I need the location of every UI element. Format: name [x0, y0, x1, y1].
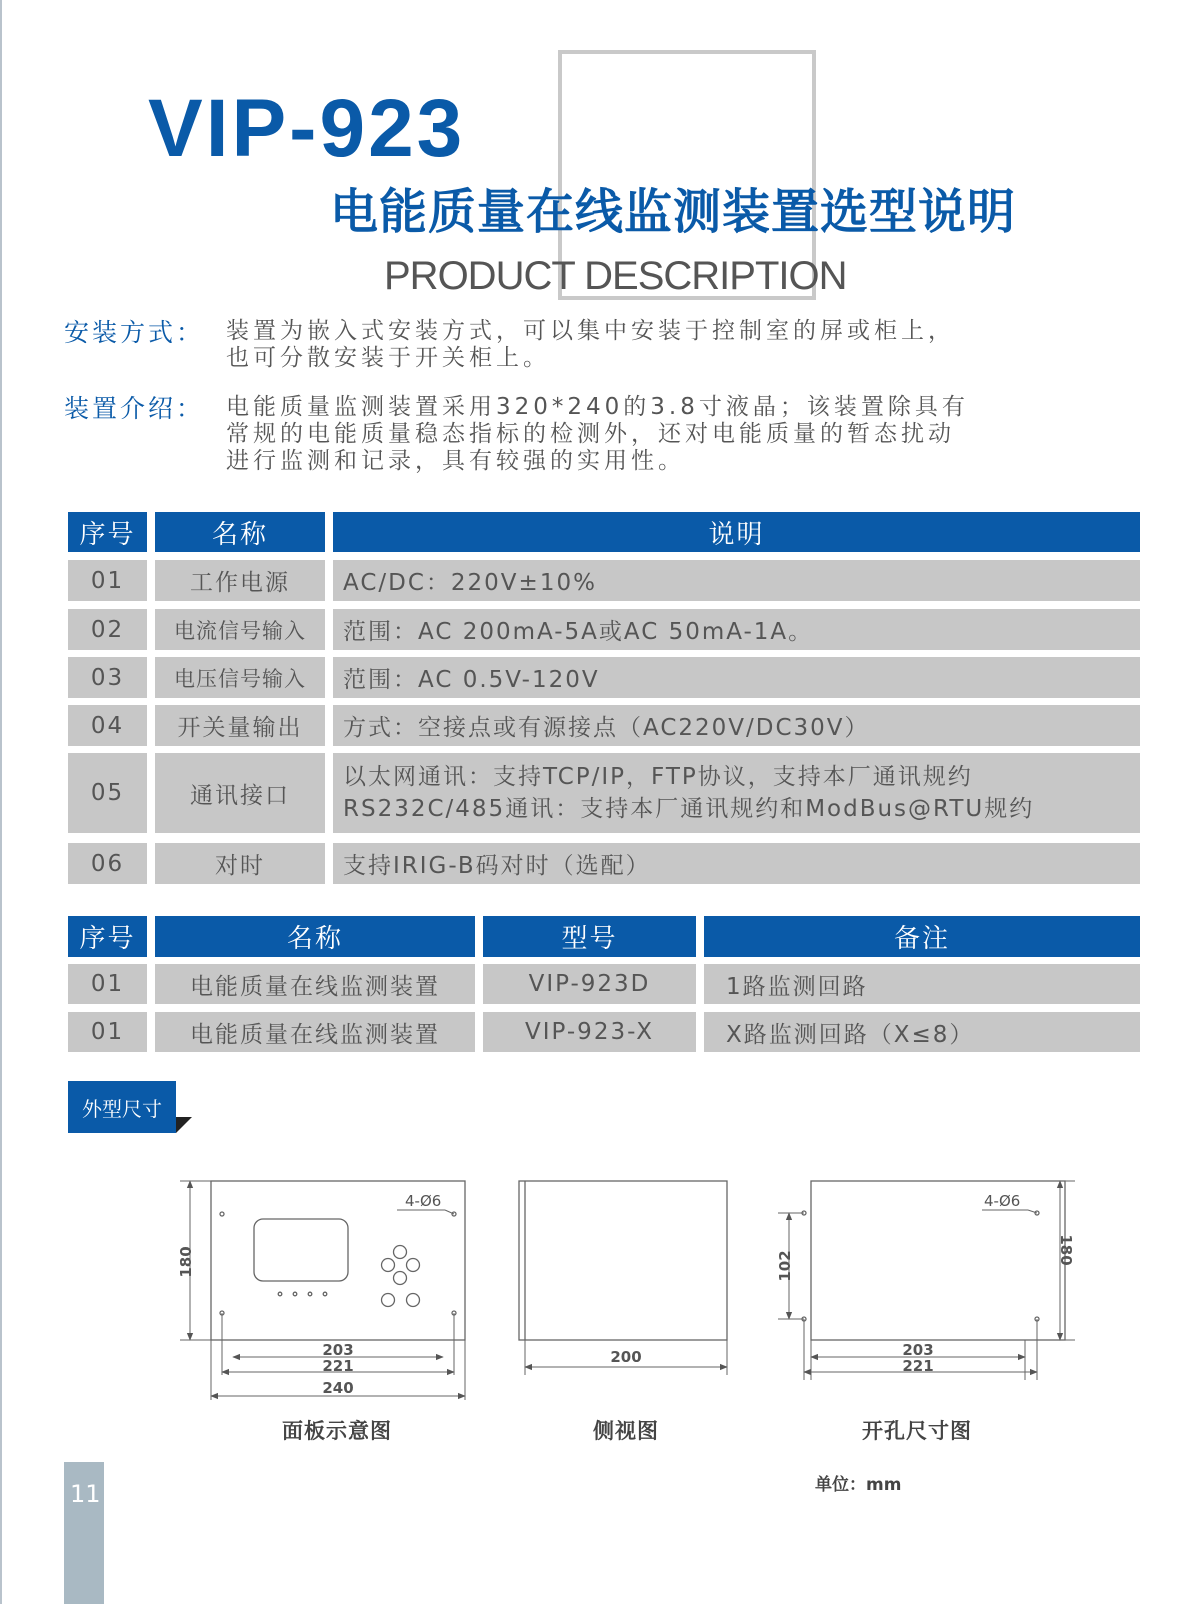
model-header-note: 备注: [704, 916, 1140, 957]
panel-key: [407, 1259, 420, 1272]
panel-lcd: [254, 1219, 348, 1281]
side-outline: [519, 1181, 727, 1340]
model-header-name: 名称: [155, 916, 475, 957]
intro-line: 电能质量监测装置采用320*240的3.8寸液晶；该装置除具有: [226, 394, 969, 420]
row-no: 01: [68, 560, 147, 601]
row-no: 05: [68, 753, 147, 833]
side-caption: 侧视图: [593, 1419, 659, 1443]
spec-header-no: 序号: [68, 512, 147, 552]
row-name: 开关量输出: [155, 705, 325, 746]
row-desc-line: RS232C/485通讯：支持本厂通讯规约和ModBus@RTU规约: [343, 796, 1035, 822]
dimensions-section-tag: 外型尺寸: [68, 1081, 176, 1133]
panel-key: [382, 1294, 395, 1307]
indicator-led: [323, 1292, 327, 1296]
panel-key: [394, 1272, 407, 1285]
side-drawing: [519, 1181, 727, 1375]
cutout-height-left-label: 102: [776, 1250, 794, 1282]
panel-w3-label: 240: [322, 1379, 354, 1397]
intro-line: 进行监测和记录，具有较强的实用性。: [226, 448, 685, 474]
panel-height-label: 180: [177, 1246, 195, 1278]
cutout-w2-label: 221: [902, 1357, 934, 1375]
install-label: 安装方式：: [64, 318, 205, 347]
row-no: 06: [68, 843, 147, 884]
model-header-no: 序号: [68, 916, 147, 957]
row-name: 电压信号输入: [155, 657, 325, 698]
unit-note: 单位：mm: [815, 1475, 902, 1495]
row-no: 03: [68, 657, 147, 698]
install-line: 也可分散安装于开关柜上。: [226, 345, 550, 371]
row-desc: 方式：空接点或有源接点（AC220V/DC30V）: [333, 705, 1140, 746]
spec-header-name: 名称: [155, 512, 325, 552]
indicator-led: [293, 1292, 297, 1296]
cutout-w1-label: 203: [902, 1341, 934, 1359]
row-model: VIP-923-X: [483, 1012, 696, 1052]
row-no: 01: [68, 964, 147, 1004]
row-no: 01: [68, 1012, 147, 1052]
row-name: 电能质量在线监测装置: [155, 1012, 475, 1052]
model-header-model: 型号: [483, 916, 696, 957]
spec-header-desc: 说明: [333, 512, 1140, 552]
row-desc-line: 以太网通讯：支持TCP/IP，FTP协议，支持本厂通讯规约: [343, 764, 973, 790]
panel-w2-label: 221: [322, 1357, 354, 1375]
panel-w1-label: 203: [322, 1341, 354, 1359]
mount-hole: [220, 1212, 224, 1216]
cutout-height-right-label: 180: [1057, 1234, 1075, 1266]
side-depth-label: 200: [610, 1348, 642, 1366]
panel-key: [394, 1246, 407, 1259]
row-desc: AC/DC：220V±10%: [333, 560, 1140, 601]
install-line: 装置为嵌入式安装方式，可以集中安装于控制室的屏或柜上，: [226, 318, 955, 344]
row-name: 电流信号输入: [155, 609, 325, 650]
cutout-caption: 开孔尺寸图: [862, 1419, 972, 1443]
panel-holes-label: 4-Ø6: [405, 1192, 442, 1210]
intro-line: 常规的电能质量稳态指标的检测外，还对电能质量的暂态扰动: [226, 421, 955, 447]
row-name: 对时: [155, 843, 325, 884]
indicator-led: [308, 1292, 312, 1296]
panel-key: [407, 1294, 420, 1307]
indicator-led: [278, 1292, 282, 1296]
row-note: X路监测回路（X≤8）: [704, 1012, 1140, 1052]
row-model: VIP-923D: [483, 964, 696, 1004]
page-number: 11: [70, 1480, 101, 1508]
row-desc: 支持IRIG-B码对时（选配）: [333, 843, 1140, 884]
row-name: 通讯接口: [155, 753, 325, 833]
model-title: VIP-923: [148, 83, 466, 174]
row-desc: 范围：AC 0.5V-120V: [333, 657, 1140, 698]
row-no: 04: [68, 705, 147, 746]
cutout-holes-label: 4-Ø6: [984, 1192, 1021, 1210]
row-note: 1路监测回路: [704, 964, 1140, 1004]
row-desc: 范围：AC 200mA-5A或AC 50mA-1A。: [333, 609, 1140, 650]
panel-caption: 面板示意图: [282, 1419, 392, 1443]
page-title: 电能质量在线监测装置选型说明: [330, 184, 1017, 240]
panel-key: [382, 1259, 395, 1272]
page-subtitle: PRODUCT DESCRIPTION: [384, 254, 847, 298]
intro-label: 装置介绍：: [64, 394, 205, 423]
row-no: 02: [68, 609, 147, 650]
cutout-outline: [811, 1181, 1065, 1340]
row-name: 工作电源: [155, 560, 325, 601]
row-name: 电能质量在线监测装置: [155, 964, 475, 1004]
